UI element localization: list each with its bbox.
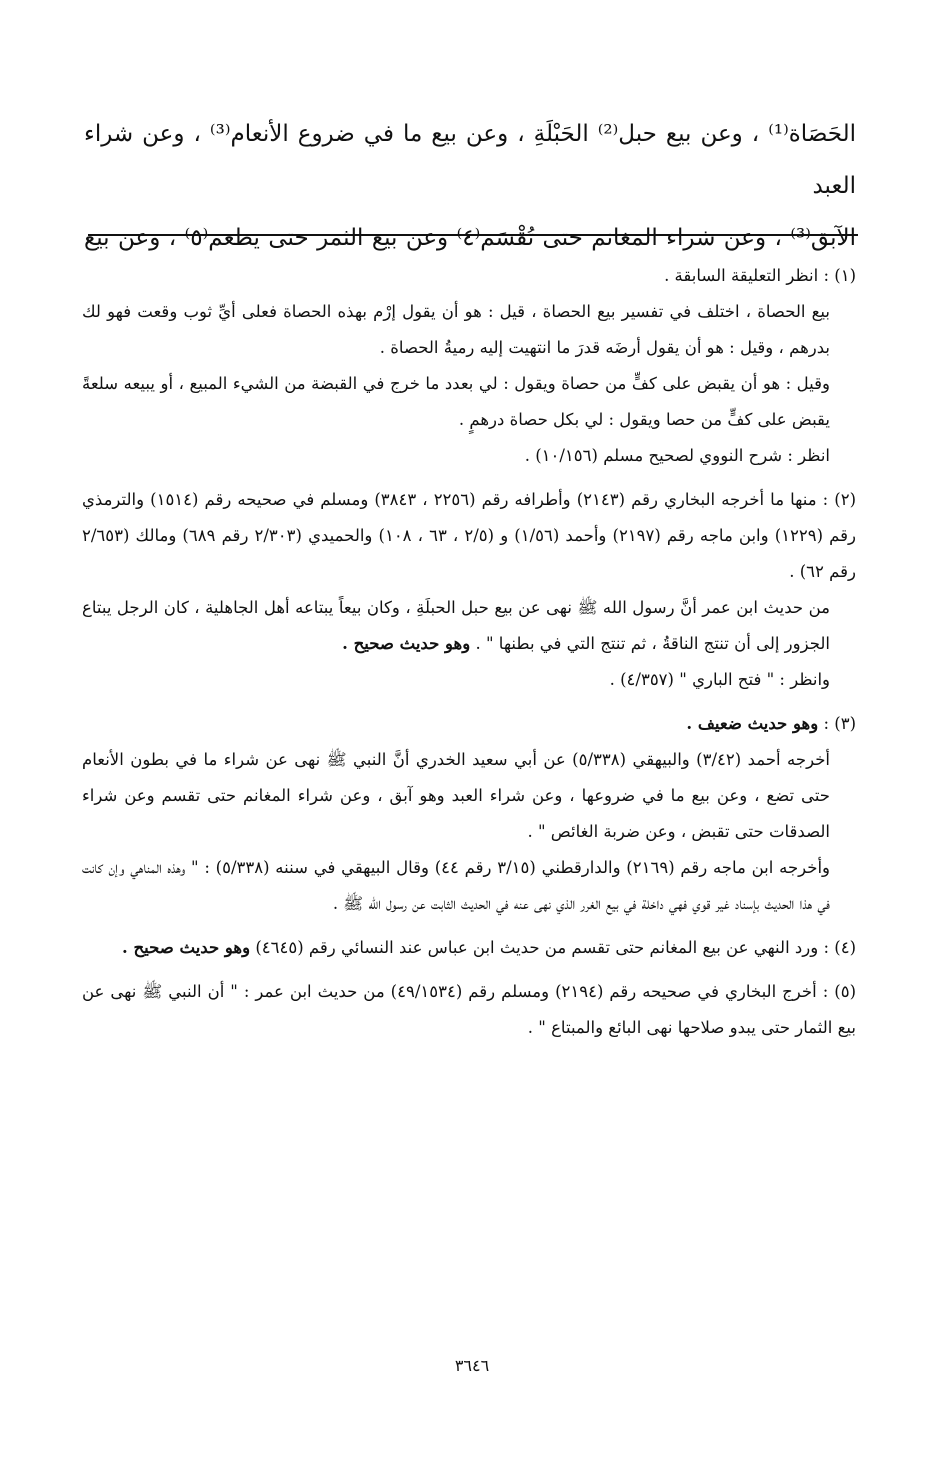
footnote-paragraph: بيع الحصاة ، اختلف في تفسير بيع الحصاة ، قيل : هو أن يقول إرْم بهذه الحصاة فعلى أيِّ ثوب وقعت فهو لك بدرهم ، وقيل : هو أن يقول أرضَه قدرَ ما انتهيت إليه رميةُ الحصاة . (82, 302, 830, 357)
main-line-2: الآبق⁽³⁾ ، وعن شراء المغانم حتى تُقْسَم⁽٤⁾ وعن بيع الثمر حتى يطعم⁽٥⁾ ، وعن بيع (84, 225, 856, 251)
footnote-3 (82, 706, 856, 922)
footnote-paragraph: وانظر : " فتح الباري " (٤/٣٥٧) . (609, 670, 830, 689)
footnote-paragraph (82, 590, 856, 662)
footnote-mark: (٢) : (822, 490, 856, 509)
footnote-text: ورد النهي عن بيع المغانم حتى تقسم من حديث ابن عباس عند النسائي رقم (٤٦٤٥) (255, 938, 819, 957)
footnote-paragraph: أخرجه أحمد (٣/٤٢) والبيهقي (٥/٣٣٨) عن أبي سعيد الخدري أنَّ النبي ﷺ نهى عن شراء ما في بطون الأنعام حتى تضع ، وعن بيع ما في ضروعها ، وعن شراء العبد وهو آبق ، وعن شراء المغانم حتى تقسم وعن شراء الصدقات حتى تقبض ، وعن ضربة الغائص " . (82, 750, 830, 841)
footnote-paragraph: وقيل : هو أن يقبض على كفٍّ من حصاة ويقول : لي بعدد ما خرج في القبضة من الشيء المبيع ، أو يبيعه سلعةً يقبض على كفٍّ من حصا ويقول : لي بكل حصاة درهمٍ . (82, 374, 830, 429)
grading-label: وهو حديث صحيح . (121, 938, 251, 957)
main-line-1: الحَصَاة⁽¹⁾ ، وعن بيع حبل⁽²⁾ الحَبْلَةِ ، وعن بيع ما في ضروع الأنعام⁽³⁾ ، وعن شراء العبد (84, 121, 857, 199)
footnote-mark: (٣) : (823, 714, 856, 733)
page-number: ٣٦٤٦ (454, 1356, 490, 1375)
footnote-mark: (١) : (823, 266, 856, 285)
footnote-1 (82, 258, 856, 474)
main-text (84, 108, 856, 264)
footnotes (82, 258, 856, 1054)
grading-label: وهو حديث صحيح . (342, 634, 471, 653)
footnote-text: منها ما أخرجه البخاري رقم (٢١٤٣) وأطرافه رقم (٢٢٥٦ ، ٣٨٤٣) ومسلم في صحيحه رقم (١٥١٤) والترمذي رقم (١٢٢٩) وابن ماجه رقم (٢١٩٧) وأحمد (١/٥٦) و (٢/٥ ، ٦٣ ، ١٠٨) والحميدي (٢/٣٠٣ رقم ٦٨٩) ومالك (٢/٦٥٣ رقم ٦٢) . (82, 490, 856, 581)
footnote-separator (88, 234, 858, 236)
footnote-paragraph: انظر : شرح النووي لصحيح مسلم (١٠/١٥٦) . (524, 446, 830, 465)
footnote-mark: (٤) : (823, 938, 856, 957)
footnote-paragraph: وأخرجه ابن ماجه رقم (٢١٦٩) والدارقطني (٣/١٥ رقم ٤٤) وقال البيهقي في سننه (٥/٣٣٨) : " وهذه المناهي وإن كانت في هذا الحديث بإسناد غير قوي فهي داخلة في بيع الغرر الذي نهى عنه في الحديث الثابت عن رسول الله ﷺ . (82, 858, 831, 913)
footnote-4 (82, 930, 856, 966)
footnote-text: أخرج البخاري في صحيحه رقم (٢١٩٤) ومسلم رقم (٤٩/١٥٣٤) من حديث ابن عمر : " أن النبي ﷺ نهى عن بيع الثمار حتى يبدو صلاحها نهى البائع والمبتاع " . (82, 982, 856, 1037)
footnote-text: انظر التعليقة السابقة . (664, 266, 819, 285)
footnote-2 (82, 482, 856, 698)
footnote-mark: (٥) : (822, 982, 857, 1001)
footnote-paragraph-text: من حديث ابن عمر أنَّ رسول الله ﷺ نهى عن بيع حبل الحبلَةِ ، وكان بيعاً يبتاعه أهل الجاهلية ، كان الرجل يبتاع الجزور إلى أن تنتج الناقةُ ، ثم تنتج التي في بطنها " . (82, 598, 830, 653)
footnote-5 (82, 974, 856, 1046)
grading-label: وهو حديث ضعيف . (686, 714, 819, 733)
